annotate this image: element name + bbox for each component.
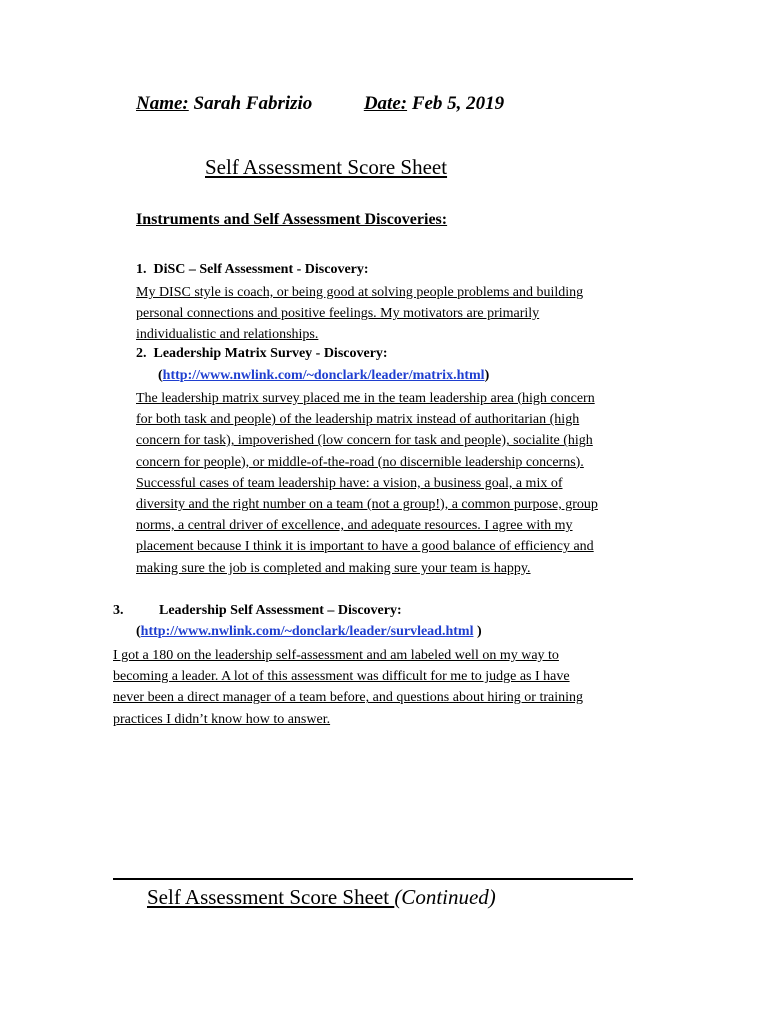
- paragraph-line: Successful cases of team leadership have: a vision, a business goal, a mix of: [136, 475, 563, 491]
- page-title: Self Assessment Score Sheet: [205, 155, 448, 179]
- header-line: [136, 93, 504, 115]
- paragraph-line: never been a direct manager of a team before, and questions about hiring or training: [113, 690, 583, 706]
- section-1-title: DiSC – Self Assessment - Discovery:: [153, 262, 369, 277]
- section-3-number: 3.: [113, 603, 124, 618]
- name-label: Name:: [136, 93, 189, 114]
- section-1-paragraph: [136, 282, 583, 346]
- survlead-link[interactable]: http://www.nwlink.com/~donclark/leader/survlead.html: [140, 624, 474, 639]
- section-3-paragraph: [113, 645, 583, 730]
- paragraph-line: personal connections and positive feelings. My motivators are primarily: [136, 306, 540, 322]
- paragraph-line: placement because I think it is important to have a good balance of efficiency and: [136, 539, 594, 555]
- paren-close: ): [484, 368, 490, 383]
- paragraph-line: concern for task), impoverished (low concern for task and people), socialite (high: [136, 433, 593, 449]
- date-label: Date:: [363, 93, 408, 114]
- continued-label: (Continued): [394, 885, 496, 909]
- section-3-title: Leadership Self Assessment – Discovery:: [159, 603, 402, 618]
- section-2-title: Leadership Matrix Survey - Discovery:: [153, 346, 388, 361]
- paragraph-line: My DISC style is coach, or being good at solving people problems and building: [136, 285, 584, 300]
- paragraph-line: diversity and the right number on a team (not a group!), a common purpose, group: [136, 497, 598, 513]
- continued-title-text: Self Assessment Score Sheet: [147, 885, 395, 909]
- paragraph-line: for both task and people) of the leadership matrix instead of authoritarian (high: [136, 412, 580, 428]
- section-1-heading: [136, 262, 369, 278]
- paren-close: ): [473, 624, 482, 639]
- paragraph-line: The leadership matrix survey placed me in the team leadership area (high concern: [136, 391, 595, 406]
- paren-open: (: [136, 624, 141, 639]
- section-2-heading: [136, 346, 388, 362]
- section-2-number: 2.: [136, 346, 147, 361]
- paragraph-line: making sure the job is completed and making sure your team is happy.: [136, 560, 531, 576]
- section-1-number: 1.: [136, 262, 147, 277]
- section-3-link-line: [136, 624, 482, 640]
- date-value: Feb 5, 2019: [411, 93, 505, 114]
- paragraph-line: norms, a central driver of excellence, and adequate resources. I agree with my: [136, 518, 573, 534]
- paragraph-line: becoming a leader. A lot of this assessment was difficult for me to judge as I have: [113, 669, 570, 685]
- paragraph-line: I got a 180 on the leadership self-assessment and am labeled well on my way to: [113, 648, 559, 663]
- section-subtitle: Instruments and Self Assessment Discoveries:: [136, 211, 448, 228]
- name-value: Sarah Fabrizio: [193, 93, 313, 114]
- section-2-link-line: [158, 368, 489, 384]
- matrix-survey-link[interactable]: http://www.nwlink.com/~donclark/leader/matrix.html: [162, 368, 485, 383]
- section-3-heading: [113, 603, 402, 619]
- paren-open: (: [158, 368, 163, 383]
- paragraph-line: individualistic and relationships.: [136, 327, 319, 343]
- paragraph-line: practices I didn’t know how to answer.: [113, 711, 331, 727]
- paragraph-line: concern for people), or middle-of-the-road (no discernible leadership concerns).: [136, 454, 584, 470]
- section-2-paragraph: [136, 388, 598, 579]
- continued-title: [147, 885, 496, 910]
- horizontal-rule: [113, 878, 633, 880]
